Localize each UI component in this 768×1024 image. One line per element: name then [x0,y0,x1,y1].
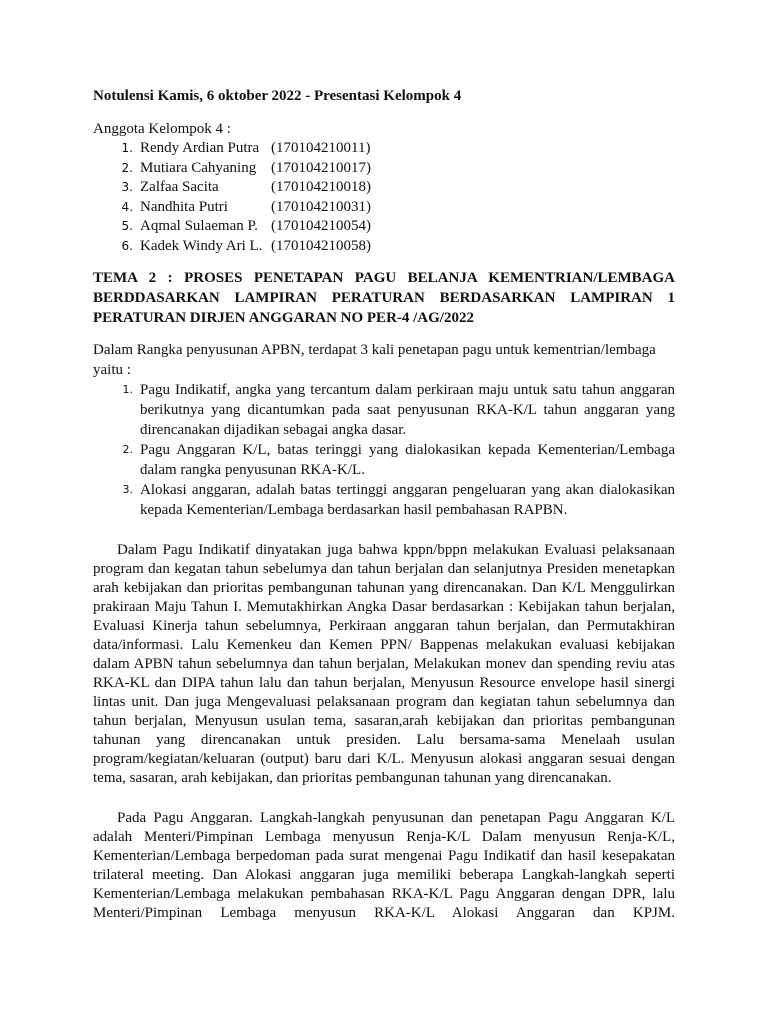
member-name: Rendy Ardian Putra [140,140,260,156]
member-item [93,159,675,179]
definition-text: Pagu Indikatif, angka yang tercantum dalam perkiraan maju untuk satu tahun anggaran berikutnya yang dicantumkan pada saat penyusunan RKA-K/L tahun anggaran yang direncanakan dijadikan sebagai angka dasar. [140,382,675,438]
member-name: Zalfaa Sacita [140,179,219,195]
definition-text: Pagu Anggaran K/L, batas teringgi yang dialokasikan kepada Kementerian/Lembaga dalam rangka penyusunan RKA-K/L. [140,442,675,478]
member-nim: (170104210058) [271,237,371,254]
member-list [93,139,675,256]
member-name: Aqmal Sulaeman P. [140,218,258,234]
member-nim: (170104210054) [271,218,371,234]
pagu-definition-list [93,380,675,520]
document-body [93,87,675,923]
member-number: 2. [121,160,133,175]
member-number: 5. [121,219,133,233]
intro-text: Dalam Rangka penyusunan APBN, terdapat 3 kali penetapan pagu untuk kementrian/lembaga yaitu : [93,342,656,378]
members-heading: Anggota Kelompok 4 : [93,121,231,137]
definition-item [93,380,675,440]
member-item [93,217,675,237]
member-number: 6. [121,238,133,253]
member-nim: (170104210017) [271,159,371,176]
member-item [93,198,675,218]
member-number: 1. [121,141,133,155]
member-nim: (170104210011) [271,140,371,156]
member-item [93,139,675,159]
definition-number: 3. [122,483,133,496]
member-name: Kadek Windy Ari L. [140,237,263,254]
definition-item [93,480,675,520]
member-number: 4. [121,199,133,214]
member-name: Mutiara Cahyaning [140,159,257,176]
theme-heading: TEMA 2 : PROSES PENETAPAN PAGU BELANJA KEMENTRIAN/LEMBAGA BERDDASARKAN LAMPIRAN PERATURAN BERDASARKAN LAMPIRAN 1 PERATURAN DIRJEN ANGGARAN NO PER-4 /AG/2022 [93,270,675,326]
member-name: Nandhita Putri [140,198,228,215]
definition-item [93,440,675,480]
paragraph-pagu-indikatif: Dalam Pagu Indikatif dinyatakan juga bahwa kppn/bppn melakukan Evaluasi pelaksanaan program dan kegatan tahun sebelumya dan tahun berjalan dan selanjutnya Presiden menetapkan arah kebijakan dan prioritas pembangunan tahunan yang direncanakan. Dan K/L Menggulirkan prakiraan Maju Tahun I. Memutakhirkan Angka Dasar berdasarkan : Kebijakan tahun berjalan, Evaluasi Kinerja tahun sebelumnya, Perkiraan anggaran tahun berjalan, dan Permutakhiran data/informasi. Lalu Kemenkeu dan Kemen PPN/ Bappenas melakukan evaluasi kebijakan dalam APBN tahun sebelumnya dan tahun berjalan, Melakukan monev dan spending reviu atas RKA-KL dan DIPA tahun lalu dan tahun berjalan, Menyusun Resource envelope hasil sinergi lintas unit. Dan juga Mengevaluasi pelaksanaan program dan kegiatan tahun sebelumnya dan tahun berjalan, Menyusun usulan tema, sasaran,arah kebijakan dan prioritas pembangunan tahunan yang direncanakan untuk presiden. Lalu bersama-sama Menelaah usulan program/kegiatan/keluaran (output) baru dari K/L. Menyusun alokasi anggaran sesuai dengan tema, sasaran, arah kebijakan, dan prioritas pembangunan tahunan yang direncanakan. [93,542,675,786]
definition-number: 1. [122,383,133,396]
member-item [93,178,675,198]
document-title: Notulensi Kamis, 6 oktober 2022 - Presentasi Kelompok 4 [93,88,462,104]
member-nim: (170104210031) [271,198,371,215]
paragraph-pagu-anggaran: Pada Pagu Anggaran. Langkah-langkah penyusunan dan penetapan Pagu Anggaran K/L adalah Menteri/Pimpinan Lembaga menyusun Renja-K/L Dalam menyusun Renja-K/L, Kementerian/Lembaga berpedoman pada surat mengenai Pagu Indikatif dan hasil kesepakatan trilateral meeting. Dan Alokasi anggaran juga memiliki beberapa Langkah-langkah seperti Kementerian/Lembaga melakukan pembahasan RKA-K/L Pagu Anggaran dengan DPR, lalu Menteri/Pimpinan Lembaga menyusun RKA-K/L Alokasi Anggaran dan KPJM. [93,810,675,921]
definition-number: 2. [122,443,133,456]
member-nim: (170104210018) [271,179,371,195]
member-item [93,237,675,257]
definition-text: Alokasi anggaran, adalah batas tertinggi anggaran pengeluaran yang akan dialokasikan kepada Kementerian/Lembaga berdasarkan hasil pembahasan RAPBN. [140,482,675,518]
member-number: 3. [121,180,133,194]
